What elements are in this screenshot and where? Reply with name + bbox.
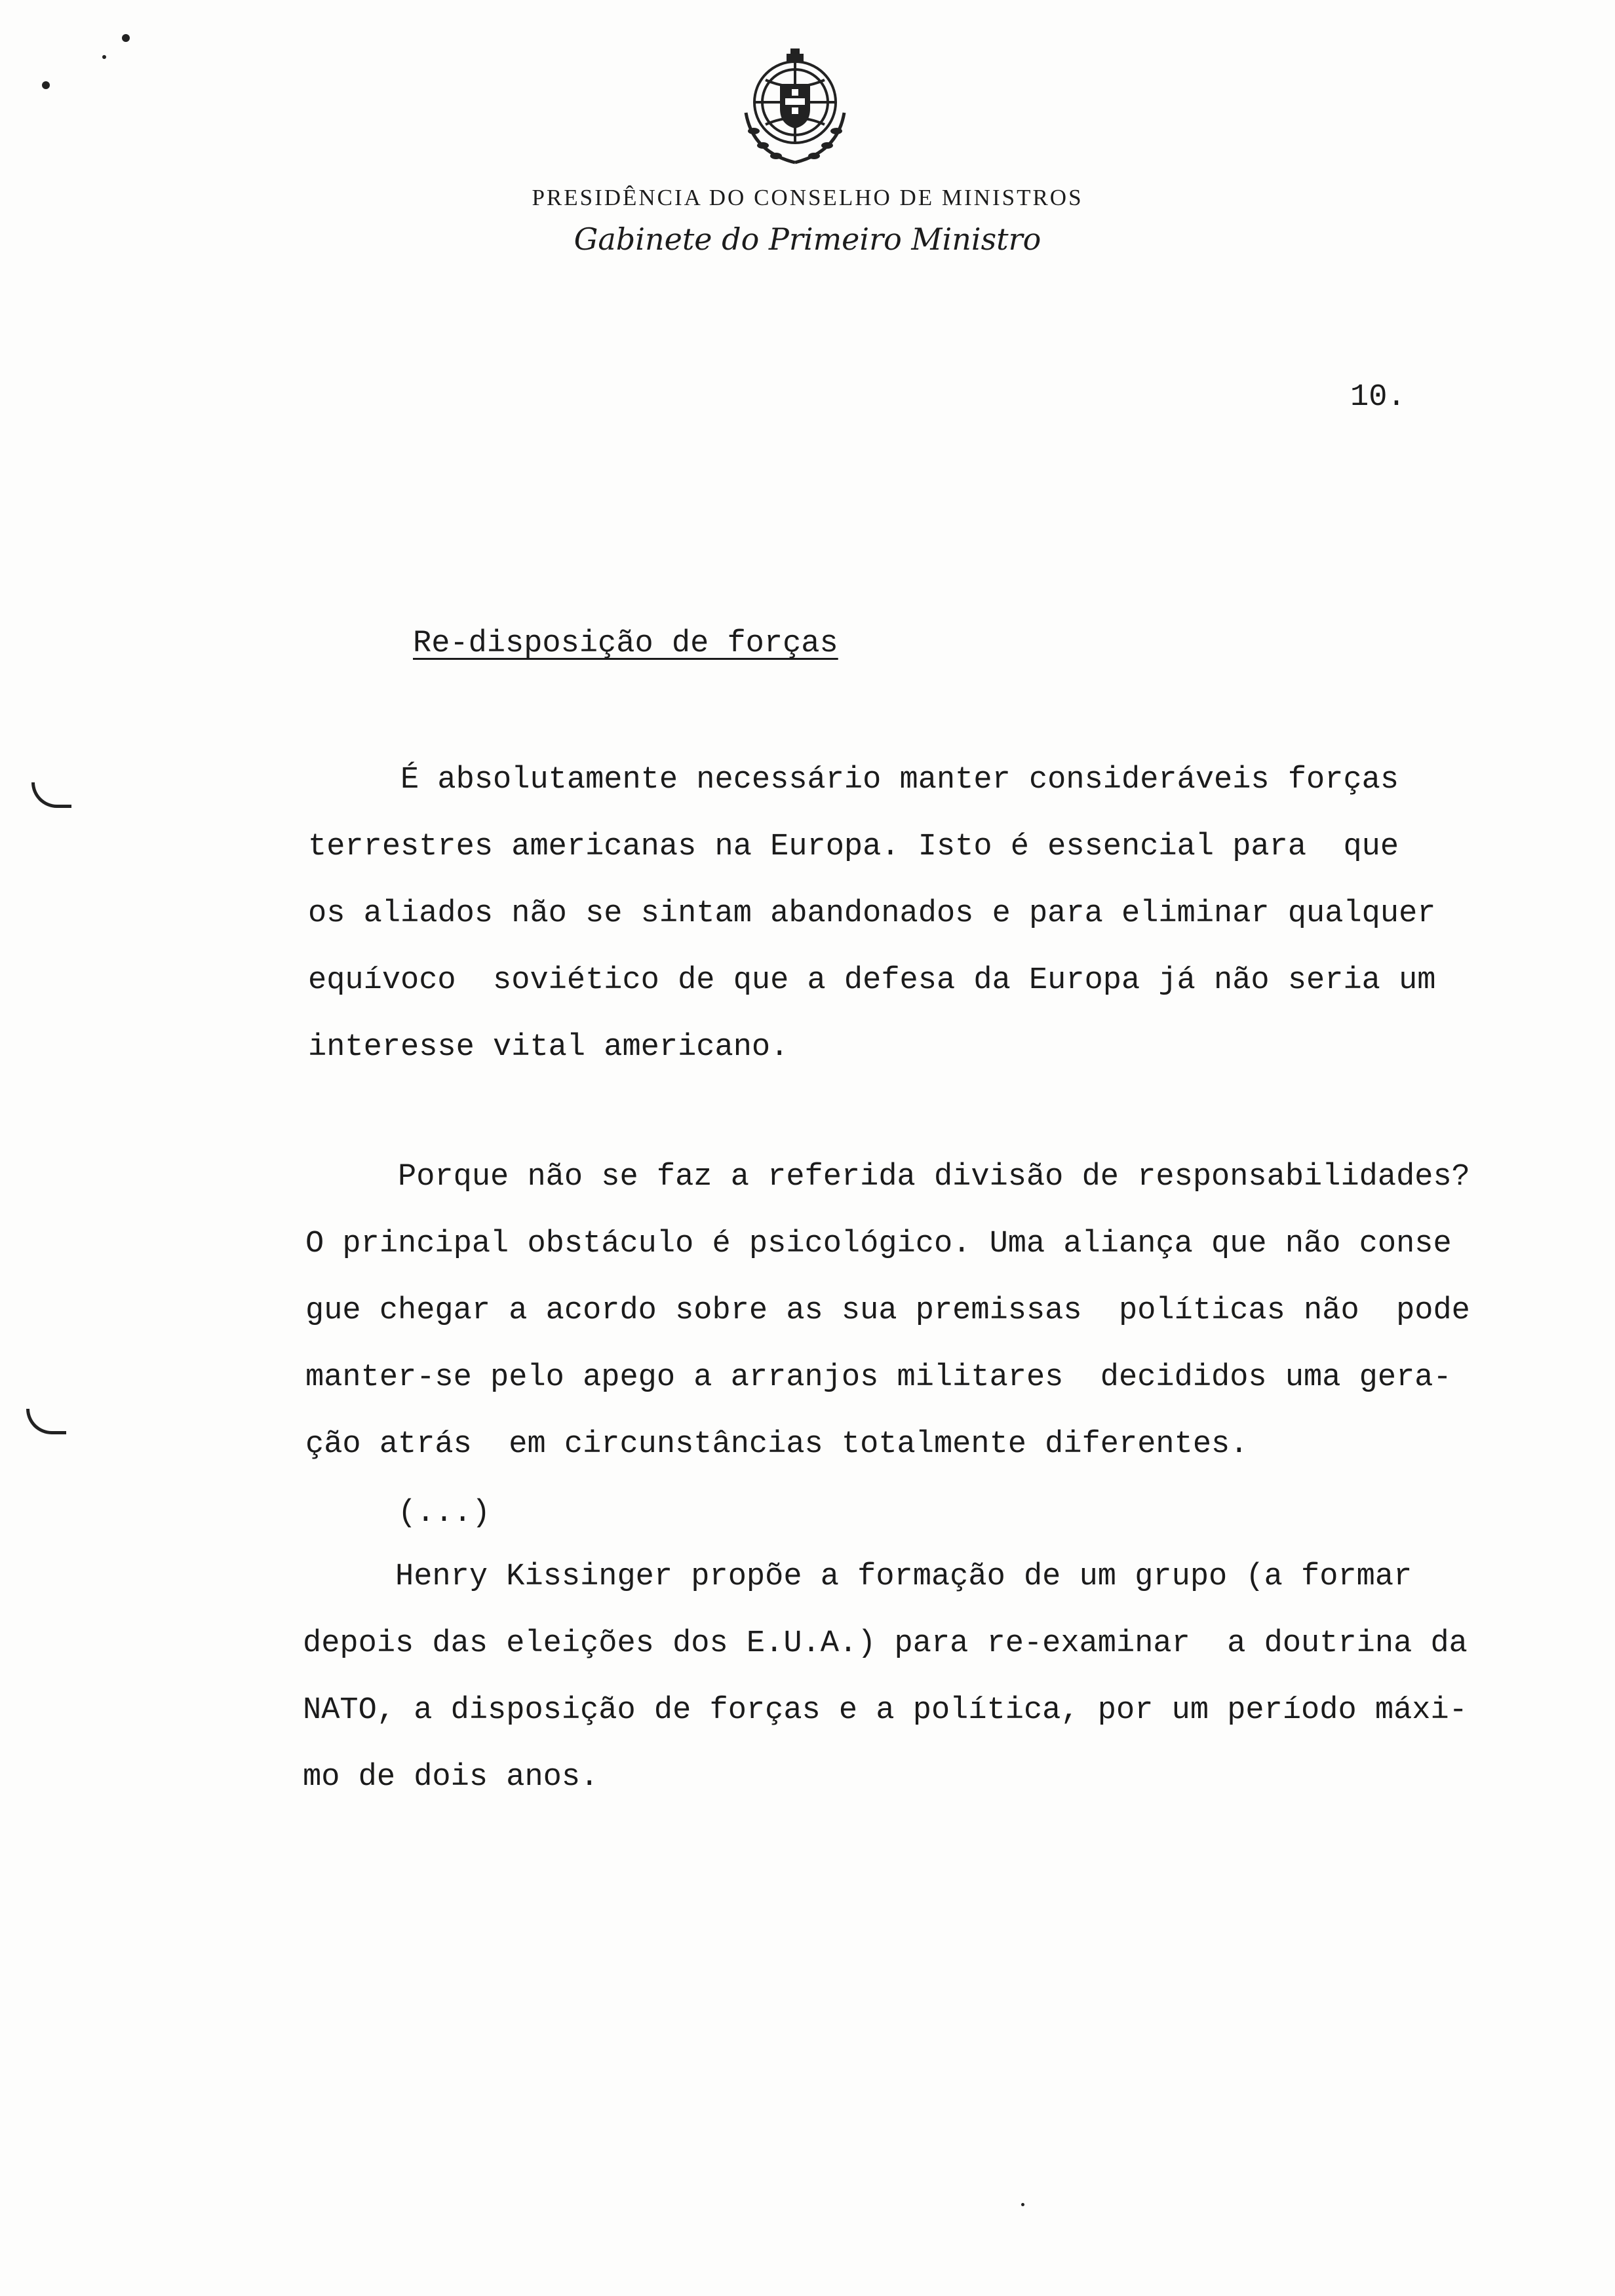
paragraph-line: depois das eleições dos E.U.A.) para re-examinar a doutrina da <box>303 1626 1468 1661</box>
paragraph-line: os aliados não se sintam abandonados e para eliminar qualquer <box>308 896 1436 931</box>
paragraph-line: NATO, a disposição de forças e a política, por um período máxi- <box>303 1693 1468 1728</box>
paragraph-line: É absolutamente necessário manter consideráveis forças <box>308 763 1399 797</box>
page-number: 10. <box>1350 380 1406 415</box>
letterhead-title: PRESIDÊNCIA DO CONSELHO DE MINISTROS <box>532 185 1083 210</box>
scan-mark-dot <box>102 55 106 59</box>
paragraph <box>308 747 1553 1081</box>
paragraph-line: Henry Kissinger propõe a formação de um grupo (a formar <box>303 1559 1412 1594</box>
paragraph-line: mo de dois anos. <box>303 1760 599 1795</box>
paragraph-line: equívoco soviético de que a defesa da Europa já não seria um <box>308 963 1436 998</box>
binder-bracket-mark <box>26 1409 66 1434</box>
scan-mark-dot <box>122 34 130 42</box>
paragraph-line: ção atrás em circunstâncias totalmente diferentes. <box>305 1427 1249 1462</box>
letterhead-subtitle: Gabinete do Primeiro Ministro <box>574 221 1041 257</box>
paragraph-line: Porque não se faz a referida divisão de responsabilidades? <box>305 1160 1470 1195</box>
scan-mark-dot <box>1021 2203 1024 2206</box>
paragraph <box>303 1544 1548 1811</box>
paragraph-line: (...) <box>305 1496 491 1531</box>
paragraph-line: gue chegar a acordo sobre as sua premissas políticas não pode <box>305 1293 1470 1328</box>
paragraph-line: O principal obstáculo é psicológico. Uma aliança que não conse <box>305 1227 1452 1261</box>
binder-bracket-mark <box>31 782 71 808</box>
paragraph <box>305 1144 1551 1549</box>
portuguese-coat-of-arms-icon <box>726 47 864 172</box>
scan-mark-dot <box>42 81 50 89</box>
section-heading: Re-disposição de forças <box>413 626 838 661</box>
paragraph-line: manter-se pelo apego a arranjos militares decididos uma gera- <box>305 1360 1452 1395</box>
paragraph-line: terrestres americanas na Europa. Isto é essencial para que <box>308 830 1399 864</box>
paragraph-line: interesse vital americano. <box>308 1030 789 1065</box>
